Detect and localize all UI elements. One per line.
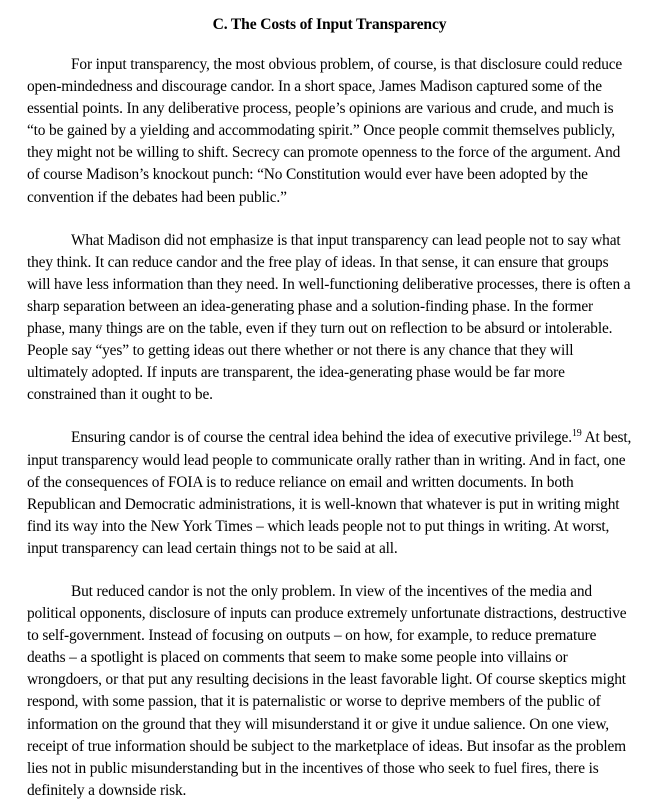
footnote-marker: 19 (571, 428, 582, 440)
paragraph-3 (27, 427, 632, 560)
paragraph-2: What Madison did not emphasize is that input transparency can lead people not to say what they think. It can reduce candor and the free play of ideas. In that sense, it can ensure that groups will have less information than they need. In well-functioning deliberative processes, there is often a sharp separation between an idea-generating phase and a solution-finding phase. In the former phase, many things are on the table, even if they turn out on reflection to be absurd or intolerable. People say “yes” to getting ideas out there whether or not there is any chance that they will ultimately adopted. If inputs are transparent, the idea-generating phase would be far more constrained than it ought to be. (27, 231, 631, 404)
paragraph-3-text-start: Ensuring candor is of course the central idea behind the idea of executive privilege. (71, 429, 572, 447)
document-page (27, 14, 632, 802)
paragraph-4: But reduced candor is not the only problem. In view of the incentives of the media and political opponents, disclosure of inputs can produce extremely unfortunate distractions, destructive to self-government. Instead of focusing on outputs – on how, for example, to reduce premature deaths – a spotlight is placed on comments that seem to make some people into villains or wrongdoers, or that put any resulting decisions in the least favorable light. Of course skeptics might respond, with some passion, that it is paternalistic or worse to deprive members of the public of information on the ground that they will misunderstand it or give it undue salience. On one view, receipt of true information should be subject to the marketplace of ideas. But insofar as the problem lies not in public misunderstanding but in the incentives of those who seek to fuel fires, there is definitely a downside risk. (27, 582, 627, 799)
section-heading: C. The Costs of Input Transparency (212, 16, 447, 33)
paragraph-1: For input transparency, the most obvious problem, of course, is that disclosure could reduce open-mindedness and discourage candor. In a short space, James Madison captured some of the essential points. In any deliberative process, people’s opinions are various and crude, and much is “to be gained by a yielding and accommodating spirit.” Once people commit themselves publicly, they might not be willing to shift. Secrecy can promote openness to the force of the argument. And of course Madison’s knockout punch: “No Constitution would ever have been adopted by the convention if the debates had been public.” (27, 56, 623, 206)
paragraph-3-text-end: At best, input transparency would lead people to communicate orally rather than in writing. And in fact, one of the consequences of FOIA is to reduce reliance on email and written documents. In both Republican and Democratic administrations, it is well-known that whatever is put in writing might find its way into the New York Times – which leads people not to put things in writing. At worst, input transparency can lead certain things not to be said at all. (27, 429, 632, 557)
